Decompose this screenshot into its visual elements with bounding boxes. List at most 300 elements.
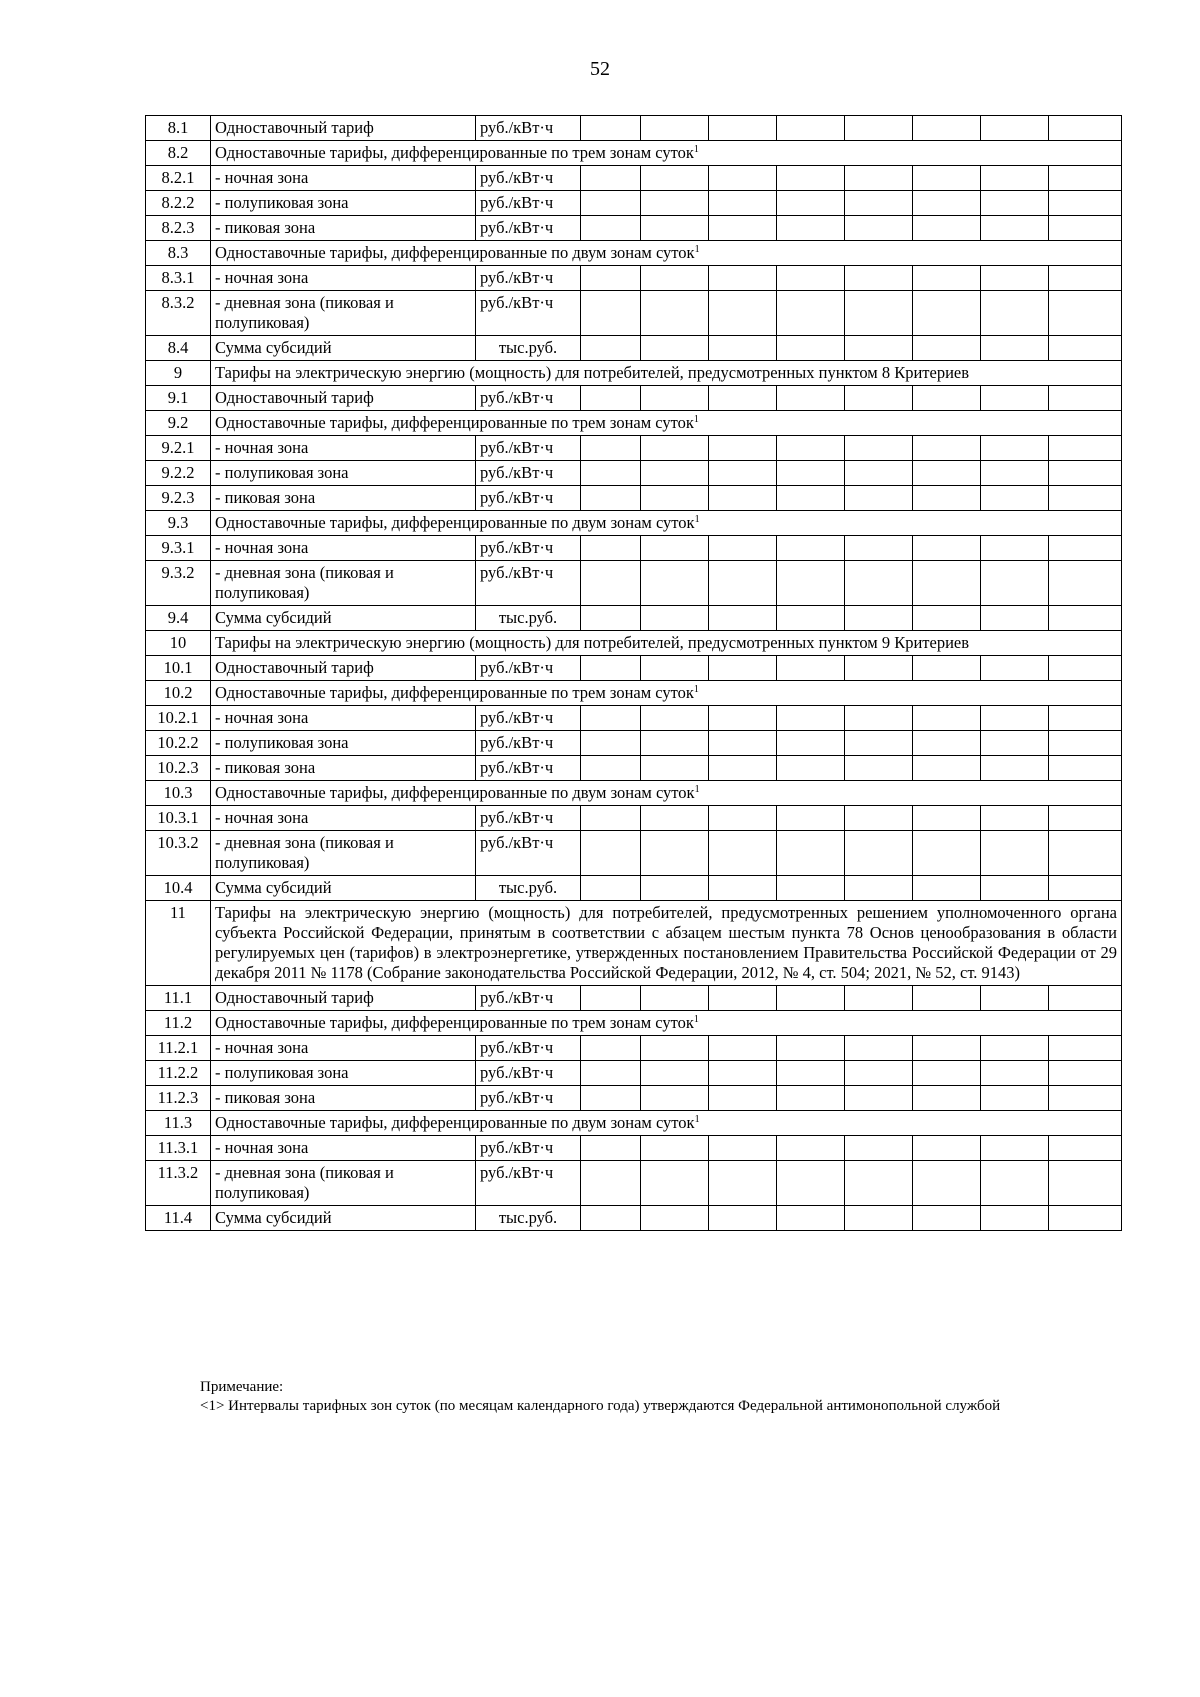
- value-cell: [845, 1086, 913, 1111]
- value-cell: [709, 291, 777, 336]
- value-cell: [581, 1136, 641, 1161]
- value-cell: [581, 116, 641, 141]
- value-cell: [709, 656, 777, 681]
- row-text: Одноставочные тарифы, дифференцированные по трем зонам суток: [215, 413, 694, 432]
- tariff-table: [145, 115, 1122, 1231]
- row-unit: руб./кВт·ч: [476, 806, 581, 831]
- row-number: 9: [146, 361, 211, 386]
- table-row-header: [146, 141, 1122, 166]
- row-name: - полупиковая зона: [211, 1061, 476, 1086]
- value-cell: [913, 1036, 981, 1061]
- footnote-mark: 1: [693, 144, 699, 155]
- value-cell: [1049, 486, 1122, 511]
- value-cell: [1049, 536, 1122, 561]
- value-cell: [1049, 291, 1122, 336]
- value-cell: [913, 116, 981, 141]
- row-name: - ночная зона: [211, 1136, 476, 1161]
- row-number: 9.2.1: [146, 436, 211, 461]
- value-cell: [913, 536, 981, 561]
- value-cell: [981, 1086, 1049, 1111]
- table-row-header: [146, 241, 1122, 266]
- value-cell: [641, 986, 709, 1011]
- table-row-tariff: [146, 756, 1122, 781]
- value-cell: [581, 561, 641, 606]
- value-cell: [981, 1161, 1049, 1206]
- value-cell: [709, 1206, 777, 1231]
- value-cell: [709, 1061, 777, 1086]
- row-name: - ночная зона: [211, 706, 476, 731]
- row-number: 11.2: [146, 1011, 211, 1036]
- value-cell: [641, 1161, 709, 1206]
- value-cell: [777, 166, 845, 191]
- row-name: - ночная зона: [211, 166, 476, 191]
- table-row-tariff: [146, 386, 1122, 411]
- row-unit: руб./кВт·ч: [476, 536, 581, 561]
- value-cell: [913, 1061, 981, 1086]
- row-unit: тыс.руб.: [476, 606, 581, 631]
- value-cell: [581, 461, 641, 486]
- value-cell: [913, 1206, 981, 1231]
- row-number: 9.2.3: [146, 486, 211, 511]
- table-row-header: [146, 1011, 1122, 1036]
- footnote-section: [143, 1378, 1120, 1416]
- value-cell: [777, 1206, 845, 1231]
- value-cell: [1049, 386, 1122, 411]
- table-row-sum: [146, 1206, 1122, 1231]
- value-cell: [845, 166, 913, 191]
- value-cell: [581, 756, 641, 781]
- value-cell: [845, 116, 913, 141]
- value-cell: [777, 731, 845, 756]
- row-text: Одноставочные тарифы, дифференцированные по двум зонам суток: [215, 1113, 695, 1132]
- value-cell: [913, 756, 981, 781]
- row-name: - дневная зона (пиковая и полупиковая): [211, 561, 476, 606]
- row-number: 9.1: [146, 386, 211, 411]
- value-cell: [709, 166, 777, 191]
- row-name: - полупиковая зона: [211, 191, 476, 216]
- row-name: - ночная зона: [211, 806, 476, 831]
- value-cell: [581, 706, 641, 731]
- table-row-tariff: [146, 731, 1122, 756]
- value-cell: [845, 1161, 913, 1206]
- table-row-tariff: [146, 1161, 1122, 1206]
- value-cell: [777, 706, 845, 731]
- row-name: - полупиковая зона: [211, 461, 476, 486]
- value-cell: [777, 116, 845, 141]
- value-cell: [981, 986, 1049, 1011]
- value-cell: [581, 986, 641, 1011]
- row-name: - пиковая зона: [211, 756, 476, 781]
- row-number: 8.1: [146, 116, 211, 141]
- value-cell: [845, 561, 913, 606]
- value-cell: [777, 1136, 845, 1161]
- value-cell: [581, 291, 641, 336]
- table-row-tariff: [146, 656, 1122, 681]
- value-cell: [1049, 806, 1122, 831]
- value-cell: [581, 806, 641, 831]
- row-name: - ночная зона: [211, 536, 476, 561]
- row-number: 11: [146, 901, 211, 986]
- table-row-tariff: [146, 706, 1122, 731]
- value-cell: [709, 436, 777, 461]
- value-cell: [581, 166, 641, 191]
- table-row-tariff: [146, 436, 1122, 461]
- value-cell: [845, 706, 913, 731]
- value-cell: [581, 1086, 641, 1111]
- value-cell: [641, 806, 709, 831]
- value-cell: [981, 1206, 1049, 1231]
- value-cell: [709, 1136, 777, 1161]
- value-cell: [913, 706, 981, 731]
- value-cell: [777, 216, 845, 241]
- footnote-mark: 1: [694, 244, 700, 255]
- value-cell: [981, 536, 1049, 561]
- group-title: [211, 1011, 1122, 1036]
- value-cell: [845, 1061, 913, 1086]
- value-cell: [777, 831, 845, 876]
- value-cell: [913, 731, 981, 756]
- value-cell: [913, 1086, 981, 1111]
- value-cell: [913, 986, 981, 1011]
- row-number: 10.2.1: [146, 706, 211, 731]
- row-number: 10.3: [146, 781, 211, 806]
- value-cell: [581, 656, 641, 681]
- row-text: Одноставочные тарифы, дифференцированные по трем зонам суток: [215, 143, 694, 162]
- value-cell: [913, 191, 981, 216]
- value-cell: [845, 266, 913, 291]
- value-cell: [641, 291, 709, 336]
- value-cell: [845, 291, 913, 336]
- table-row-tariff: [146, 1086, 1122, 1111]
- row-text: Одноставочные тарифы, дифференцированные по трем зонам суток: [215, 683, 694, 702]
- value-cell: [913, 291, 981, 336]
- row-name: - ночная зона: [211, 1036, 476, 1061]
- value-cell: [777, 291, 845, 336]
- value-cell: [1049, 116, 1122, 141]
- value-cell: [981, 656, 1049, 681]
- value-cell: [1049, 461, 1122, 486]
- value-cell: [1049, 656, 1122, 681]
- value-cell: [981, 436, 1049, 461]
- value-cell: [981, 266, 1049, 291]
- row-unit: руб./кВт·ч: [476, 1161, 581, 1206]
- value-cell: [913, 336, 981, 361]
- value-cell: [709, 606, 777, 631]
- value-cell: [845, 986, 913, 1011]
- value-cell: [709, 536, 777, 561]
- value-cell: [641, 756, 709, 781]
- group-title: [211, 1111, 1122, 1136]
- value-cell: [709, 876, 777, 901]
- value-cell: [845, 656, 913, 681]
- value-cell: [981, 1061, 1049, 1086]
- table-row-header: [146, 511, 1122, 536]
- value-cell: [981, 191, 1049, 216]
- row-number: 11.3.1: [146, 1136, 211, 1161]
- row-name: - дневная зона (пиковая и полупиковая): [211, 1161, 476, 1206]
- value-cell: [641, 436, 709, 461]
- row-unit: руб./кВт·ч: [476, 731, 581, 756]
- value-cell: [581, 336, 641, 361]
- value-cell: [581, 1061, 641, 1086]
- value-cell: [981, 216, 1049, 241]
- value-cell: [981, 606, 1049, 631]
- table-row-section: [146, 901, 1122, 986]
- value-cell: [981, 166, 1049, 191]
- value-cell: [777, 461, 845, 486]
- value-cell: [913, 461, 981, 486]
- value-cell: [1049, 216, 1122, 241]
- value-cell: [641, 386, 709, 411]
- row-unit: руб./кВт·ч: [476, 166, 581, 191]
- value-cell: [1049, 986, 1122, 1011]
- footnote-mark: 1: [694, 1114, 700, 1125]
- row-name: - дневная зона (пиковая и полупиковая): [211, 291, 476, 336]
- footnote-mark: 1: [694, 784, 700, 795]
- value-cell: [845, 486, 913, 511]
- table-row-tariff: [146, 266, 1122, 291]
- row-name: Одноставочный тариф: [211, 986, 476, 1011]
- row-number: 11.3: [146, 1111, 211, 1136]
- group-title: [211, 681, 1122, 706]
- table-row-header: [146, 411, 1122, 436]
- row-unit: руб./кВт·ч: [476, 461, 581, 486]
- row-unit: руб./кВт·ч: [476, 706, 581, 731]
- row-text: Одноставочные тарифы, дифференцированные по двум зонам суток: [215, 783, 695, 802]
- value-cell: [845, 461, 913, 486]
- value-cell: [641, 606, 709, 631]
- value-cell: [641, 1136, 709, 1161]
- value-cell: [1049, 336, 1122, 361]
- value-cell: [581, 876, 641, 901]
- value-cell: [777, 486, 845, 511]
- row-number: 8.4: [146, 336, 211, 361]
- row-number: 9.3.1: [146, 536, 211, 561]
- row-number: 8.3.2: [146, 291, 211, 336]
- value-cell: [641, 536, 709, 561]
- value-cell: [981, 116, 1049, 141]
- value-cell: [1049, 1036, 1122, 1061]
- value-cell: [641, 1086, 709, 1111]
- row-name: - полупиковая зона: [211, 731, 476, 756]
- table-row-tariff: [146, 986, 1122, 1011]
- value-cell: [777, 266, 845, 291]
- group-title: [211, 241, 1122, 266]
- value-cell: [913, 216, 981, 241]
- value-cell: [845, 806, 913, 831]
- value-cell: [845, 731, 913, 756]
- row-number: 11.1: [146, 986, 211, 1011]
- value-cell: [777, 756, 845, 781]
- row-unit: руб./кВт·ч: [476, 116, 581, 141]
- value-cell: [845, 191, 913, 216]
- value-cell: [709, 756, 777, 781]
- value-cell: [1049, 1161, 1122, 1206]
- row-number: 11.2.2: [146, 1061, 211, 1086]
- value-cell: [981, 1036, 1049, 1061]
- group-title: [211, 511, 1122, 536]
- value-cell: [913, 831, 981, 876]
- value-cell: [981, 561, 1049, 606]
- value-cell: [981, 806, 1049, 831]
- value-cell: [581, 191, 641, 216]
- row-number: 8.2.2: [146, 191, 211, 216]
- value-cell: [777, 191, 845, 216]
- value-cell: [1049, 166, 1122, 191]
- row-text: Одноставочные тарифы, дифференцированные по трем зонам суток: [215, 1013, 694, 1032]
- table-body: [146, 116, 1122, 1231]
- row-text: Тарифы на электрическую энергию (мощность) для потребителей, предусмотренных пунктом 9 Критериев: [215, 633, 970, 652]
- group-title: [211, 781, 1122, 806]
- value-cell: [581, 1161, 641, 1206]
- row-unit: руб./кВт·ч: [476, 656, 581, 681]
- table-row-tariff: [146, 166, 1122, 191]
- value-cell: [709, 706, 777, 731]
- row-number: 11.2.3: [146, 1086, 211, 1111]
- value-cell: [777, 436, 845, 461]
- table-row-sum: [146, 876, 1122, 901]
- table-row-tariff: [146, 1036, 1122, 1061]
- row-number: 8.3: [146, 241, 211, 266]
- row-unit: руб./кВт·ч: [476, 486, 581, 511]
- value-cell: [913, 436, 981, 461]
- value-cell: [581, 1036, 641, 1061]
- value-cell: [777, 336, 845, 361]
- row-unit: руб./кВт·ч: [476, 291, 581, 336]
- row-number: 10.3.1: [146, 806, 211, 831]
- row-unit: тыс.руб.: [476, 876, 581, 901]
- section-title: [211, 901, 1122, 986]
- value-cell: [709, 266, 777, 291]
- value-cell: [641, 561, 709, 606]
- row-number: 9.2: [146, 411, 211, 436]
- value-cell: [709, 561, 777, 606]
- value-cell: [913, 266, 981, 291]
- value-cell: [709, 336, 777, 361]
- value-cell: [913, 166, 981, 191]
- value-cell: [641, 191, 709, 216]
- value-cell: [709, 831, 777, 876]
- value-cell: [845, 436, 913, 461]
- row-number: 8.2.1: [146, 166, 211, 191]
- value-cell: [1049, 561, 1122, 606]
- value-cell: [581, 831, 641, 876]
- value-cell: [581, 1206, 641, 1231]
- value-cell: [981, 461, 1049, 486]
- value-cell: [581, 731, 641, 756]
- row-text: Одноставочные тарифы, дифференцированные по двум зонам суток: [215, 513, 695, 532]
- row-name: Сумма субсидий: [211, 1206, 476, 1231]
- row-unit: руб./кВт·ч: [476, 191, 581, 216]
- value-cell: [845, 876, 913, 901]
- table-row-tariff: [146, 561, 1122, 606]
- value-cell: [641, 876, 709, 901]
- table-row-tariff: [146, 831, 1122, 876]
- value-cell: [1049, 1086, 1122, 1111]
- value-cell: [709, 986, 777, 1011]
- value-cell: [913, 806, 981, 831]
- section-title: [211, 361, 1122, 386]
- row-unit: руб./кВт·ч: [476, 216, 581, 241]
- row-unit: тыс.руб.: [476, 1206, 581, 1231]
- value-cell: [777, 806, 845, 831]
- row-name: - ночная зона: [211, 266, 476, 291]
- table-row-section: [146, 361, 1122, 386]
- row-name: - пиковая зона: [211, 216, 476, 241]
- footnote-mark: 1: [693, 1014, 699, 1025]
- value-cell: [709, 1161, 777, 1206]
- value-cell: [981, 486, 1049, 511]
- value-cell: [913, 386, 981, 411]
- table-row-header: [146, 781, 1122, 806]
- row-number: 10.2.2: [146, 731, 211, 756]
- row-unit: руб./кВт·ч: [476, 436, 581, 461]
- value-cell: [1049, 1061, 1122, 1086]
- value-cell: [845, 756, 913, 781]
- value-cell: [641, 831, 709, 876]
- row-unit: руб./кВт·ч: [476, 266, 581, 291]
- row-number: 10.4: [146, 876, 211, 901]
- value-cell: [1049, 266, 1122, 291]
- row-unit: руб./кВт·ч: [476, 1061, 581, 1086]
- value-cell: [581, 536, 641, 561]
- value-cell: [845, 216, 913, 241]
- row-number: 11.4: [146, 1206, 211, 1231]
- row-name: - пиковая зона: [211, 486, 476, 511]
- value-cell: [845, 1136, 913, 1161]
- row-unit: руб./кВт·ч: [476, 756, 581, 781]
- row-name: - дневная зона (пиковая и полупиковая): [211, 831, 476, 876]
- table-row-tariff: [146, 116, 1122, 141]
- value-cell: [709, 191, 777, 216]
- value-cell: [641, 1036, 709, 1061]
- row-number: 9.2.2: [146, 461, 211, 486]
- row-text: Тарифы на электрическую энергию (мощность) для потребителей, предусмотренных пунктом 8 Критериев: [215, 363, 970, 382]
- value-cell: [1049, 831, 1122, 876]
- row-unit: руб./кВт·ч: [476, 1136, 581, 1161]
- row-number: 8.2: [146, 141, 211, 166]
- value-cell: [1049, 191, 1122, 216]
- value-cell: [709, 806, 777, 831]
- value-cell: [981, 291, 1049, 336]
- table-row-sum: [146, 336, 1122, 361]
- row-number: 10.3.2: [146, 831, 211, 876]
- table-row-tariff: [146, 806, 1122, 831]
- value-cell: [581, 216, 641, 241]
- value-cell: [913, 1161, 981, 1206]
- group-title: [211, 141, 1122, 166]
- value-cell: [777, 1061, 845, 1086]
- row-unit: руб./кВт·ч: [476, 561, 581, 606]
- row-text: Одноставочные тарифы, дифференцированные по двум зонам суток: [215, 243, 695, 262]
- value-cell: [1049, 1206, 1122, 1231]
- value-cell: [845, 606, 913, 631]
- value-cell: [1049, 706, 1122, 731]
- value-cell: [709, 386, 777, 411]
- table-row-header: [146, 1111, 1122, 1136]
- value-cell: [981, 731, 1049, 756]
- row-number: 9.3.2: [146, 561, 211, 606]
- row-number: 9.3: [146, 511, 211, 536]
- value-cell: [845, 1206, 913, 1231]
- value-cell: [709, 731, 777, 756]
- value-cell: [581, 606, 641, 631]
- page-number: 52: [590, 58, 610, 80]
- value-cell: [777, 986, 845, 1011]
- value-cell: [641, 656, 709, 681]
- value-cell: [709, 486, 777, 511]
- value-cell: [581, 486, 641, 511]
